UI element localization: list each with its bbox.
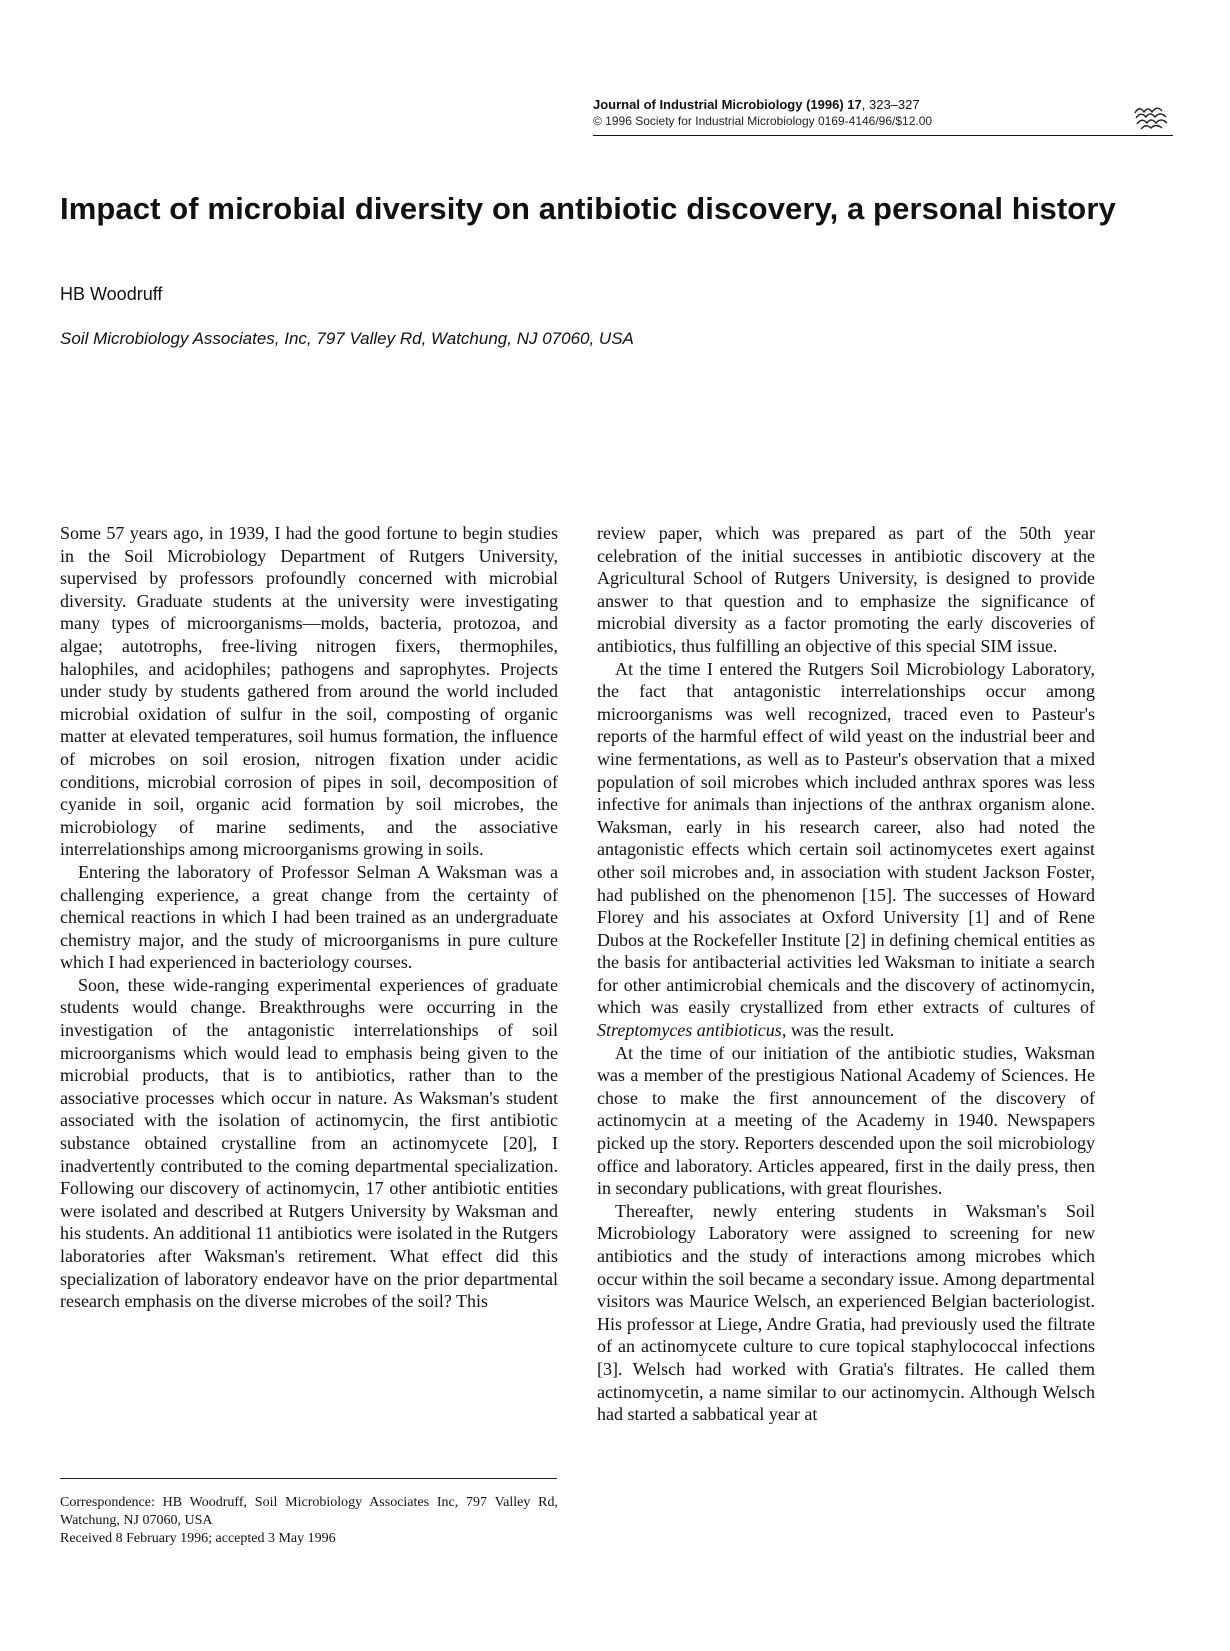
body-paragraph: review paper, which was prepared as part of the 50th year celebration of the initial successes in antibiotic discovery at the Agricultural School of Rutgers University, is designed to provide answer to that question and to emphasize the significance of microbial diversity as a factor promoting the early discoveries of antibiotics, thus fulfilling an objective of this special SIM issue.: [597, 523, 1095, 656]
paragraph-text: At the time I entered the Rutgers Soil Microbiology Laboratory, the fact that antagonistic interrelationships occur among microorganisms was well recognized, traced even to Pasteur's reports of the harmful effect of wild yeast on the industrial beer and wine fermentations, as well as to Pasteur's observation that a mixed population of soil microbes which included anthrax spores was less infective for animals than injections of the anthrax organism alone. Waksman, early in his research career, also had noted the antagonistic effects which certain soil actinomycetes exert against other soil microbes and, in association with student Jackson Foster, had published on the phenomenon [15]. The successes of Howard Florey and his associates at Oxford University [1] and of Rene Dubos at the Rockefeller Institute [2] in defining chemical entities as the basis for antibacterial activities led Waksman to initiate a search for other antimicrobial chemicals and the discovery of actinomycin, which was easily crystallized from ether extracts of cultures of: [597, 658, 1095, 1018]
body-paragraph: Soon, these wide-ranging experimental experiences of graduate students would change. Breakthroughs were occurring in the investigation of the antagonistic interrelationships of soil microorganisms which would lead to emphasis being given to the microbial products, that is to antibiotics, rather than to the associative processes which occur in nature. As Waksman's student associated with the isolation of actinomycin, the first antibiotic substance obtained crystalline from an actinomycete [20], I inadvertently contributed to the coming departmental specialization. Following our discovery of actinomycin, 17 other antibiotic entities were isolated and described at Rutgers University by Waksman and his students. An additional 11 antibiotics were isolated in the Rutgers laboratories after Waksman's retirement. What effect did this specialization of laboratory endeavor have on the prior departmental research emphasis on the diverse microbes of the soil? This: [60, 974, 558, 1312]
journal-name: Journal of Industrial Microbiology (1996): [593, 97, 844, 112]
copyright-line: © 1996 Society for Industrial Microbiology 0169-4146/96/$12.00: [593, 114, 933, 128]
body-paragraph: At the time of our initiation of the antibiotic studies, Waksman was a member of the prestigious National Academy of Sciences. He chose to make the first announcement of the discovery of actinomycin at a meeting of the Academy in 1940. Newspapers picked up the story. Reporters descended upon the soil microbiology office and laboratory. Articles appeared, first in the daily press, then in secondary publications, with great flourishes.: [597, 1042, 1095, 1199]
journal-citation: Journal of Industrial Microbiology (1996) 17, 323–327: [593, 97, 920, 112]
left-column: [60, 522, 558, 1313]
paragraph-text: , was the result.: [781, 1020, 895, 1041]
body-paragraph: Some 57 years ago, in 1939, I had the good fortune to begin studies in the Soil Microbiology Department of Rutgers University, supervised by professors profoundly concerned with microbial diversity. Graduate students at the university were investigating many types of microorganisms—molds, bacteria, protozoa, and algae; autotrophs, free-living nitrogen fixers, thermophiles, halophiles, and acidophiles; pathogens and saprophytes. Projects under study by students gathered from around the world included microbial oxidation of sulfur in the soil, composting of organic matter at elevated temperatures, soil humus formation, the influence of microbes on soil erosion, nitrogen fixation under acidic conditions, microbial corrosion of pipes in soil, decomposition of cyanide in soil, organic acid formation by soil microbes, the microbiology of marine sediments, and the associative interrelationships among microorganisms growing in soils.: [60, 523, 558, 860]
article-title: Impact of microbial diversity on antibiotic discovery, a personal history: [60, 191, 1116, 226]
correspondence-note: Correspondence: HB Woodruff, Soil Microbiology Associates Inc, 797 Valley Rd, Watchung, NJ 07060, USA: [60, 1495, 558, 1528]
author-affiliation: Soil Microbiology Associates, Inc, 797 Valley Rd, Watchung, NJ 07060, USA: [60, 329, 634, 348]
body-paragraph: Thereafter, newly entering students in Waksman's Soil Microbiology Laboratory were assigned to screening for new antibiotics and the study of interactions among microbes which occur within the soil became a secondary issue. Among departmental visitors was Maurice Welsch, an experienced Belgian bacteriologist. His professor at Liege, Andre Gratia, had previously used the filtrate of an actinomycete culture to cure topical staphylococcal infections [3]. Welsch had worked with Gratia's filtrates. He called them actinomycetin, a name similar to our actinomycin. Although Welsch had started a sabbatical year at: [597, 1200, 1095, 1425]
footnote-divider: [60, 1478, 557, 1479]
journal-volume: 17: [847, 97, 862, 112]
journal-header: [593, 96, 1173, 129]
received-note: Received 8 February 1996; accepted 3 May 1996: [60, 1531, 336, 1546]
author-name: HB Woodruff: [60, 284, 163, 304]
species-name: Streptomyces antibioticus: [597, 1020, 782, 1041]
right-column: [597, 522, 1095, 1426]
header-divider: [593, 135, 1173, 136]
body-paragraph: [597, 658, 1095, 1042]
body-paragraph: Entering the laboratory of Professor Selman A Waksman was a challenging experience, a great change from the certainty of chemical reactions in which I had been trained as an undergraduate chemistry major, and the study of microorganisms in pure culture which I had experienced in bacteriology courses.: [60, 861, 558, 973]
footnote: [60, 1494, 558, 1548]
publisher-logo-icon: [1132, 103, 1170, 131]
journal-pages: 323–327: [868, 97, 920, 112]
